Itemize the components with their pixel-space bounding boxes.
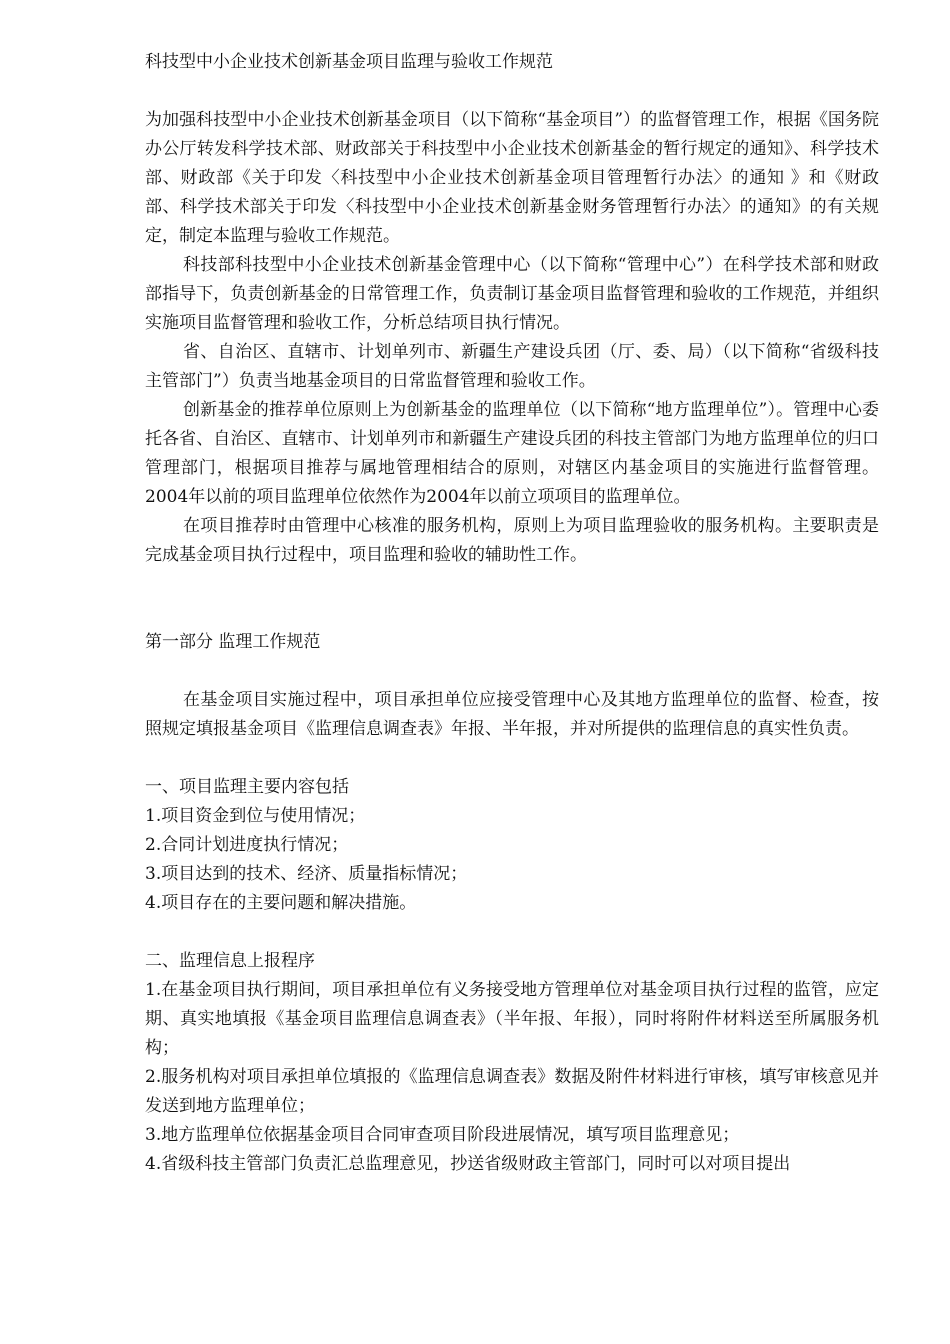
- section2-item: 2.服务机构对项目承担单位填报的《监理信息调查表》数据及附件材料进行审核，填写审核意见并发送到地方监理单位；: [145, 1067, 879, 1116]
- section1-item: 1.项目资金到位与使用情况；: [145, 806, 366, 826]
- spacer: [145, 918, 879, 947]
- document-page: [145, 48, 879, 1179]
- spacer: [145, 744, 879, 773]
- part1-paragraph: 在基金项目实施过程中，项目承担单位应接受管理中心及其地方监理单位的监督、检查，按照规定填报基金项目《监理信息调查表》年报、半年报，并对所提供的监理信息的真实性负责。: [145, 690, 879, 739]
- section2-item: 3.地方监理单位依据基金项目合同审查项目阶段进展情况，填写项目监理意见；: [145, 1125, 740, 1145]
- spacer: [145, 657, 879, 686]
- section2-item: 1.在基金项目执行期间，项目承担单位有义务接受地方管理单位对基金项目执行过程的监管，应定期、真实地填报《基金项目监理信息调查表》（半年报、年报），同时将附件材料送至所属服务机构；: [145, 980, 879, 1058]
- document-title: 科技型中小企业技术创新基金项目监理与验收工作规范: [145, 52, 553, 72]
- section2-item: 4.省级科技主管部门负责汇总监理意见，抄送省级财政主管部门，同时可以对项目提出: [145, 1154, 791, 1174]
- intro-paragraph-4: 创新基金的推荐单位原则上为创新基金的监理单位（以下简称“地方监理单位”）。管理中心委托各省、自治区、直辖市、计划单列市和新疆生产建设兵团的科技主管部门为地方监理单位的归口管理部门，根据项目推荐与属地管理相结合的原则，对辖区内基金项目的实施进行监督管理。2004年以前的项目监理单位依然作为2004年以前立项项目的监理单位。: [145, 400, 879, 507]
- section1-item: 2.合同计划进度执行情况；: [145, 835, 349, 855]
- intro-paragraph-2: 科技部科技型中小企业技术创新基金管理中心（以下简称“管理中心”）在科学技术部和财政部指导下，负责创新基金的日常管理工作，负责制订基金项目监督管理和验收的工作规范，并组织实施项目监督管理和验收工作，分析总结项目执行情况。: [145, 255, 879, 333]
- section2-heading: 二、监理信息上报程序: [145, 951, 315, 971]
- part1-heading: 第一部分 监理工作规范: [145, 632, 321, 652]
- intro-paragraph-5: 在项目推荐时由管理中心核准的服务机构，原则上为项目监理验收的服务机构。主要职责是完成基金项目执行过程中，项目监理和验收的辅助性工作。: [145, 516, 879, 565]
- section1-item: 3.项目达到的技术、经济、质量指标情况；: [145, 864, 468, 884]
- section1-heading: 一、项目监理主要内容包括: [145, 777, 349, 797]
- intro-paragraph-1: 为加强科技型中小企业技术创新基金项目（以下简称“基金项目”）的监督管理工作，根据《国务院办公厅转发科学技术部、财政部关于科技型中小企业技术创新基金的暂行规定的通知》、科学技术部、财政部《关于印发〈科技型中小企业技术创新基金项目管理暂行办法〉的通知 》和《财政部、科学技术部关于印发〈科技型中小企业技术创新基金财务管理暂行办法〉的通知》的有关规定，制定本监理与验收工作规范。: [145, 110, 879, 246]
- spacer: [145, 570, 879, 628]
- intro-paragraph-3: 省、自治区、直辖市、计划单列市、新疆生产建设兵团（厅、委、局）（以下简称“省级科技主管部门”）负责当地基金项目的日常监督管理和验收工作。: [145, 342, 879, 391]
- section1-item: 4.项目存在的主要问题和解决措施。: [145, 893, 417, 913]
